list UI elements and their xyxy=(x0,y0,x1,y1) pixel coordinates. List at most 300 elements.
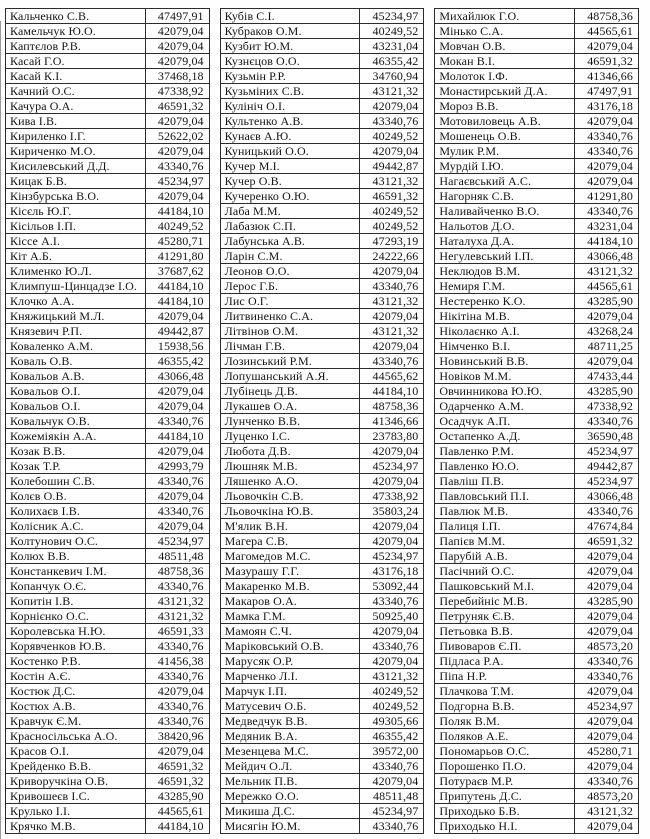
person-name: Лунченко В.В. xyxy=(220,414,360,429)
amount-value: 44184,10 xyxy=(145,819,209,834)
person-name: Приходько Б.В. xyxy=(435,804,575,819)
person-name: Монастирський Д.А. xyxy=(435,84,575,99)
amount-value: 47497,91 xyxy=(575,84,639,99)
person-name: Петьовка В.В. xyxy=(435,624,575,639)
table-row xyxy=(435,84,639,99)
amount-value: 48511,48 xyxy=(360,789,424,804)
table-row xyxy=(220,534,424,549)
person-name: Молоток І.Ф. xyxy=(435,69,575,84)
table-row xyxy=(6,174,210,189)
person-name: Ковальчук О.В. xyxy=(6,414,146,429)
amount-value: 42079,04 xyxy=(575,309,639,324)
table-row xyxy=(220,729,424,744)
person-name: Потураєв М.Р. xyxy=(435,774,575,789)
person-name: Красов О.І. xyxy=(6,744,146,759)
amount-value: 47338,92 xyxy=(145,84,209,99)
table-row xyxy=(220,69,424,84)
table-row xyxy=(6,369,210,384)
table-row xyxy=(6,114,210,129)
table-row xyxy=(6,564,210,579)
amount-value: 49442,87 xyxy=(360,159,424,174)
amount-value: 37687,62 xyxy=(145,264,209,279)
amount-value: 42079,04 xyxy=(575,114,639,129)
amount-value: 47338,92 xyxy=(575,399,639,414)
table-row xyxy=(6,354,210,369)
person-name: Поляк В.М. xyxy=(435,714,575,729)
person-name: Мамоян С.Ч. xyxy=(220,624,360,639)
amount-value: 42079,04 xyxy=(145,519,209,534)
table-row xyxy=(220,39,424,54)
amount-value: 46591,32 xyxy=(575,54,639,69)
table-row xyxy=(220,624,424,639)
amount-value: 43340,76 xyxy=(145,639,209,654)
amount-value: 42079,04 xyxy=(145,684,209,699)
person-name: Мулик Р.М. xyxy=(435,144,575,159)
table-row xyxy=(435,339,639,354)
table-row xyxy=(6,84,210,99)
person-name: Павліш П.В. xyxy=(435,474,575,489)
table-row xyxy=(6,189,210,204)
amount-value: 42079,04 xyxy=(575,624,639,639)
amount-value: 45280,71 xyxy=(145,234,209,249)
amount-value: 40249,52 xyxy=(145,219,209,234)
person-name: Колихаєв І.В. xyxy=(6,504,146,519)
person-name: Мотовиловець А.В. xyxy=(435,114,575,129)
table-row xyxy=(6,264,210,279)
table-row xyxy=(220,789,424,804)
person-name: Кісєль Ю.Г. xyxy=(6,204,146,219)
person-name: Козак Т.Р. xyxy=(6,459,146,474)
table-row xyxy=(435,774,639,789)
amount-value: 43176,18 xyxy=(360,564,424,579)
amount-value: 43340,76 xyxy=(360,819,424,834)
table-row xyxy=(220,114,424,129)
amount-value: 42079,04 xyxy=(575,684,639,699)
person-name: Красносільська А.О. xyxy=(6,729,146,744)
amount-value: 42079,04 xyxy=(575,174,639,189)
table-row xyxy=(435,264,639,279)
person-name: Плачкова Т.М. xyxy=(435,684,575,699)
table-row xyxy=(220,759,424,774)
person-name: Парубій А.В. xyxy=(435,549,575,564)
amount-value: 43176,18 xyxy=(575,99,639,114)
person-name: Лабунська А.В. xyxy=(220,234,360,249)
table-row xyxy=(6,609,210,624)
amount-value: 45234,97 xyxy=(360,459,424,474)
table-row xyxy=(220,354,424,369)
person-name: Кінзбурська В.О. xyxy=(6,189,146,204)
table-row xyxy=(6,249,210,264)
person-name: Макаров О.А. xyxy=(220,594,360,609)
table-row xyxy=(6,459,210,474)
amount-value: 36590,48 xyxy=(575,429,639,444)
amount-value: 44184,10 xyxy=(360,384,424,399)
person-name: Ковальов А.В. xyxy=(6,369,146,384)
amount-value: 44565,61 xyxy=(145,804,209,819)
table-row xyxy=(435,474,639,489)
table-row xyxy=(6,144,210,159)
table-row xyxy=(6,9,210,24)
table-row xyxy=(220,564,424,579)
table-row xyxy=(220,339,424,354)
amount-value: 46591,32 xyxy=(145,759,209,774)
amount-value: 47293,19 xyxy=(360,234,424,249)
amount-value: 49305,66 xyxy=(360,714,424,729)
scan-edge-artifact xyxy=(0,21,1,839)
person-name: Ковальов О.І. xyxy=(6,399,146,414)
amount-value: 43231,04 xyxy=(360,39,424,54)
person-name: Любота Д.В. xyxy=(220,444,360,459)
amount-value: 46355,42 xyxy=(145,354,209,369)
table-row xyxy=(435,744,639,759)
person-name: Маріковський О.В. xyxy=(220,639,360,654)
table-row xyxy=(435,504,639,519)
person-name: Мороз В.В. xyxy=(435,99,575,114)
table-row xyxy=(435,714,639,729)
person-name: Пашковський М.І. xyxy=(435,579,575,594)
amount-value: 46591,32 xyxy=(145,774,209,789)
amount-value: 42079,04 xyxy=(360,444,424,459)
person-name: Люшняк М.В. xyxy=(220,459,360,474)
table-row xyxy=(220,204,424,219)
person-name: Касай Г.О. xyxy=(6,54,146,69)
person-name: Кіссе А.І. xyxy=(6,234,146,249)
person-name: Корявченков Ю.В. xyxy=(6,639,146,654)
amount-value: 43121,32 xyxy=(360,294,424,309)
person-name: Коваль О.В. xyxy=(6,354,146,369)
table-row xyxy=(435,159,639,174)
table-row xyxy=(220,504,424,519)
amount-value: 41291,80 xyxy=(145,249,209,264)
person-name: Кисилевський Д.Д. xyxy=(6,159,146,174)
table-row xyxy=(435,594,639,609)
amount-value: 48758,36 xyxy=(360,399,424,414)
table-row xyxy=(6,549,210,564)
amount-value: 46591,33 xyxy=(145,624,209,639)
person-name: Лозинський Р.М. xyxy=(220,354,360,369)
table-row xyxy=(6,204,210,219)
table-row xyxy=(435,669,639,684)
person-name: Колісник А.С. xyxy=(6,519,146,534)
amount-value: 43340,76 xyxy=(360,114,424,129)
table-row xyxy=(220,174,424,189)
table-row xyxy=(220,294,424,309)
person-name: Михайлюк Г.О. xyxy=(435,9,575,24)
amount-value: 42079,04 xyxy=(575,609,639,624)
amount-value: 42079,04 xyxy=(145,744,209,759)
person-name: Князевич Р.П. xyxy=(6,324,146,339)
table-row xyxy=(435,354,639,369)
tables-container xyxy=(5,8,639,834)
person-name: Княжицький М.Л. xyxy=(6,309,146,324)
table-row xyxy=(220,264,424,279)
person-name: Припутень Д.С. xyxy=(435,789,575,804)
table-row xyxy=(6,684,210,699)
table-row xyxy=(435,654,639,669)
amount-value: 43340,76 xyxy=(575,774,639,789)
person-name: Пономарьов О.С. xyxy=(435,744,575,759)
amount-value: 15938,56 xyxy=(145,339,209,354)
person-name: Костенко Р.В. xyxy=(6,654,146,669)
table-row xyxy=(220,384,424,399)
table-row xyxy=(435,414,639,429)
person-name: Неклюдов В.М. xyxy=(435,264,575,279)
amount-value: 43066,48 xyxy=(575,249,639,264)
amount-value: 42079,04 xyxy=(360,624,424,639)
table-row xyxy=(435,789,639,804)
amount-value: 43121,32 xyxy=(575,804,639,819)
person-name: Порошенко П.О. xyxy=(435,759,575,774)
amount-value: 46355,42 xyxy=(360,729,424,744)
person-name: Мінько С.А. xyxy=(435,24,575,39)
table-row xyxy=(220,459,424,474)
person-name: Мисягін Ю.М. xyxy=(220,819,360,834)
amount-value: 48573,20 xyxy=(575,639,639,654)
amount-value: 43285,90 xyxy=(145,789,209,804)
table-row xyxy=(6,474,210,489)
person-name: Ковальов О.І. xyxy=(6,384,146,399)
amount-value: 43121,32 xyxy=(360,669,424,684)
amount-value: 48711,25 xyxy=(575,339,639,354)
amount-value: 43340,76 xyxy=(360,639,424,654)
person-name: Клименко Ю.Л. xyxy=(6,264,146,279)
amount-value: 43340,76 xyxy=(575,204,639,219)
table-row xyxy=(6,789,210,804)
table-row xyxy=(6,819,210,834)
table-row xyxy=(220,129,424,144)
amount-value: 42993,79 xyxy=(145,459,209,474)
person-name: Павленко Р.М. xyxy=(435,444,575,459)
table-row xyxy=(435,384,639,399)
table-row xyxy=(220,579,424,594)
person-name: Перебийніс М.В. xyxy=(435,594,575,609)
amount-value: 44565,61 xyxy=(575,279,639,294)
table-row xyxy=(435,819,639,834)
amount-value: 42079,04 xyxy=(145,309,209,324)
person-name: Мурдій І.Ю. xyxy=(435,159,575,174)
amount-value: 42079,04 xyxy=(360,339,424,354)
table-row xyxy=(435,279,639,294)
amount-value: 46355,42 xyxy=(360,54,424,69)
amount-value: 49442,87 xyxy=(575,459,639,474)
person-name: Магомедов М.С. xyxy=(220,549,360,564)
table-row xyxy=(220,669,424,684)
amount-value: 45234,97 xyxy=(360,9,424,24)
table-row xyxy=(435,804,639,819)
table-row xyxy=(6,219,210,234)
table-row xyxy=(435,729,639,744)
amount-value: 43340,76 xyxy=(575,129,639,144)
amount-value: 43121,32 xyxy=(360,84,424,99)
person-name: Приходько Н.І. xyxy=(435,819,575,834)
amount-value: 49442,87 xyxy=(145,324,209,339)
amount-value: 42079,04 xyxy=(575,819,639,834)
salary-table-left-body xyxy=(6,9,210,834)
table-row xyxy=(435,204,639,219)
amount-value: 43340,76 xyxy=(575,414,639,429)
person-name: Лічман Г.В. xyxy=(220,339,360,354)
amount-value: 50925,40 xyxy=(360,609,424,624)
person-name: Колтунович О.С. xyxy=(6,534,146,549)
person-name: Костюх А.В. xyxy=(6,699,146,714)
table-row xyxy=(220,594,424,609)
table-row xyxy=(435,129,639,144)
amount-value: 41456,38 xyxy=(145,654,209,669)
salary-table-left xyxy=(5,8,210,834)
table-row xyxy=(435,69,639,84)
amount-value: 41346,66 xyxy=(575,69,639,84)
amount-value: 43340,76 xyxy=(575,504,639,519)
amount-value: 42079,04 xyxy=(360,474,424,489)
amount-value: 45234,97 xyxy=(575,444,639,459)
table-row xyxy=(435,144,639,159)
person-name: Мейдич О.Л. xyxy=(220,759,360,774)
person-name: Медведчук В.В. xyxy=(220,714,360,729)
person-name: Камельчук Ю.О. xyxy=(6,24,146,39)
person-name: Кулініч О.І. xyxy=(220,99,360,114)
person-name: Кальченко С.В. xyxy=(6,9,146,24)
person-name: Леонов О.О. xyxy=(220,264,360,279)
person-name: Мошенець О.В. xyxy=(435,129,575,144)
amount-value: 43340,76 xyxy=(575,144,639,159)
table-row xyxy=(6,234,210,249)
person-name: Кравчук Є.М. xyxy=(6,714,146,729)
amount-value: 40249,52 xyxy=(360,129,424,144)
table-row xyxy=(435,519,639,534)
table-row xyxy=(6,24,210,39)
table-row xyxy=(6,69,210,84)
amount-value: 42079,04 xyxy=(360,264,424,279)
table-row xyxy=(220,249,424,264)
amount-value: 44184,10 xyxy=(575,234,639,249)
person-name: Папієв М.М. xyxy=(435,534,575,549)
amount-value: 46591,32 xyxy=(145,99,209,114)
table-row xyxy=(220,744,424,759)
person-name: Піпа Н.Р. xyxy=(435,669,575,684)
table-row xyxy=(6,39,210,54)
amount-value: 43340,76 xyxy=(145,159,209,174)
table-row xyxy=(6,399,210,414)
person-name: Лерос Г.Б. xyxy=(220,279,360,294)
amount-value: 43340,76 xyxy=(145,714,209,729)
person-name: Поляков А.Е. xyxy=(435,729,575,744)
amount-value: 37468,18 xyxy=(145,69,209,84)
table-row xyxy=(220,399,424,414)
person-name: Крейденко В.В. xyxy=(6,759,146,774)
amount-value: 42079,04 xyxy=(360,99,424,114)
person-name: Копитін І.В. xyxy=(6,594,146,609)
person-name: Нальотов Д.О. xyxy=(435,219,575,234)
table-row xyxy=(6,759,210,774)
person-name: Марчук І.П. xyxy=(220,684,360,699)
amount-value: 43340,76 xyxy=(360,594,424,609)
person-name: Микиша Д.С. xyxy=(220,804,360,819)
amount-value: 34760,94 xyxy=(360,69,424,84)
person-name: М'ялик В.Н. xyxy=(220,519,360,534)
table-row xyxy=(220,324,424,339)
table-row xyxy=(220,699,424,714)
amount-value: 43340,76 xyxy=(360,354,424,369)
table-row xyxy=(435,459,639,474)
person-name: Клочко А.А. xyxy=(6,294,146,309)
amount-value: 41291,80 xyxy=(575,189,639,204)
person-name: Нікітіна М.В. xyxy=(435,309,575,324)
table-row xyxy=(220,144,424,159)
table-row xyxy=(220,519,424,534)
person-name: Качний О.С. xyxy=(6,84,146,99)
table-row xyxy=(6,519,210,534)
amount-value: 43121,32 xyxy=(360,174,424,189)
amount-value: 42079,04 xyxy=(145,24,209,39)
amount-value: 43121,32 xyxy=(145,594,209,609)
amount-value: 42079,04 xyxy=(575,354,639,369)
amount-value: 42079,04 xyxy=(360,534,424,549)
table-row xyxy=(435,39,639,54)
table-row xyxy=(220,819,424,834)
person-name: Павловський П.І. xyxy=(435,489,575,504)
person-name: Мовчан О.В. xyxy=(435,39,575,54)
table-row xyxy=(6,99,210,114)
person-name: Луценко І.С. xyxy=(220,429,360,444)
table-row xyxy=(220,444,424,459)
person-name: Петруняк Є.В. xyxy=(435,609,575,624)
person-name: Нагорняк С.В. xyxy=(435,189,575,204)
person-name: Качура О.А. xyxy=(6,99,146,114)
amount-value: 42079,04 xyxy=(145,489,209,504)
person-name: Наливайченко В.О. xyxy=(435,204,575,219)
table-row xyxy=(6,774,210,789)
person-name: Нагаєвський А.С. xyxy=(435,174,575,189)
person-name: Климпуш-Цинцадзе І.О. xyxy=(6,279,146,294)
person-name: Костін А.Є. xyxy=(6,669,146,684)
amount-value: 43340,76 xyxy=(145,474,209,489)
amount-value: 48758,36 xyxy=(575,9,639,24)
table-row xyxy=(435,369,639,384)
amount-value: 40249,52 xyxy=(360,219,424,234)
amount-value: 42079,04 xyxy=(145,444,209,459)
table-row xyxy=(435,54,639,69)
table-row xyxy=(6,279,210,294)
person-name: Кива І.В. xyxy=(6,114,146,129)
person-name: Кучер О.В. xyxy=(220,174,360,189)
amount-value: 46591,32 xyxy=(575,534,639,549)
amount-value: 53092,44 xyxy=(360,579,424,594)
person-name: Колюх В.В. xyxy=(6,549,146,564)
person-name: Осадчук А.П. xyxy=(435,414,575,429)
person-name: Кіт А.Б. xyxy=(6,249,146,264)
amount-value: 40249,52 xyxy=(360,699,424,714)
table-row xyxy=(6,129,210,144)
table-row xyxy=(220,639,424,654)
amount-value: 42079,04 xyxy=(360,144,424,159)
table-row xyxy=(220,54,424,69)
table-row xyxy=(6,729,210,744)
person-name: Негулевський І.П. xyxy=(435,249,575,264)
amount-value: 48758,36 xyxy=(145,564,209,579)
amount-value: 45234,97 xyxy=(145,534,209,549)
amount-value: 47433,44 xyxy=(575,369,639,384)
amount-value: 44184,10 xyxy=(145,279,209,294)
table-row xyxy=(6,294,210,309)
amount-value: 40249,52 xyxy=(360,684,424,699)
amount-value: 43121,32 xyxy=(360,324,424,339)
table-row xyxy=(6,54,210,69)
amount-value: 42079,04 xyxy=(360,774,424,789)
person-name: Нестеренко К.О. xyxy=(435,294,575,309)
person-name: Колебошин С.В. xyxy=(6,474,146,489)
amount-value: 41346,66 xyxy=(360,414,424,429)
amount-value: 42079,04 xyxy=(145,384,209,399)
